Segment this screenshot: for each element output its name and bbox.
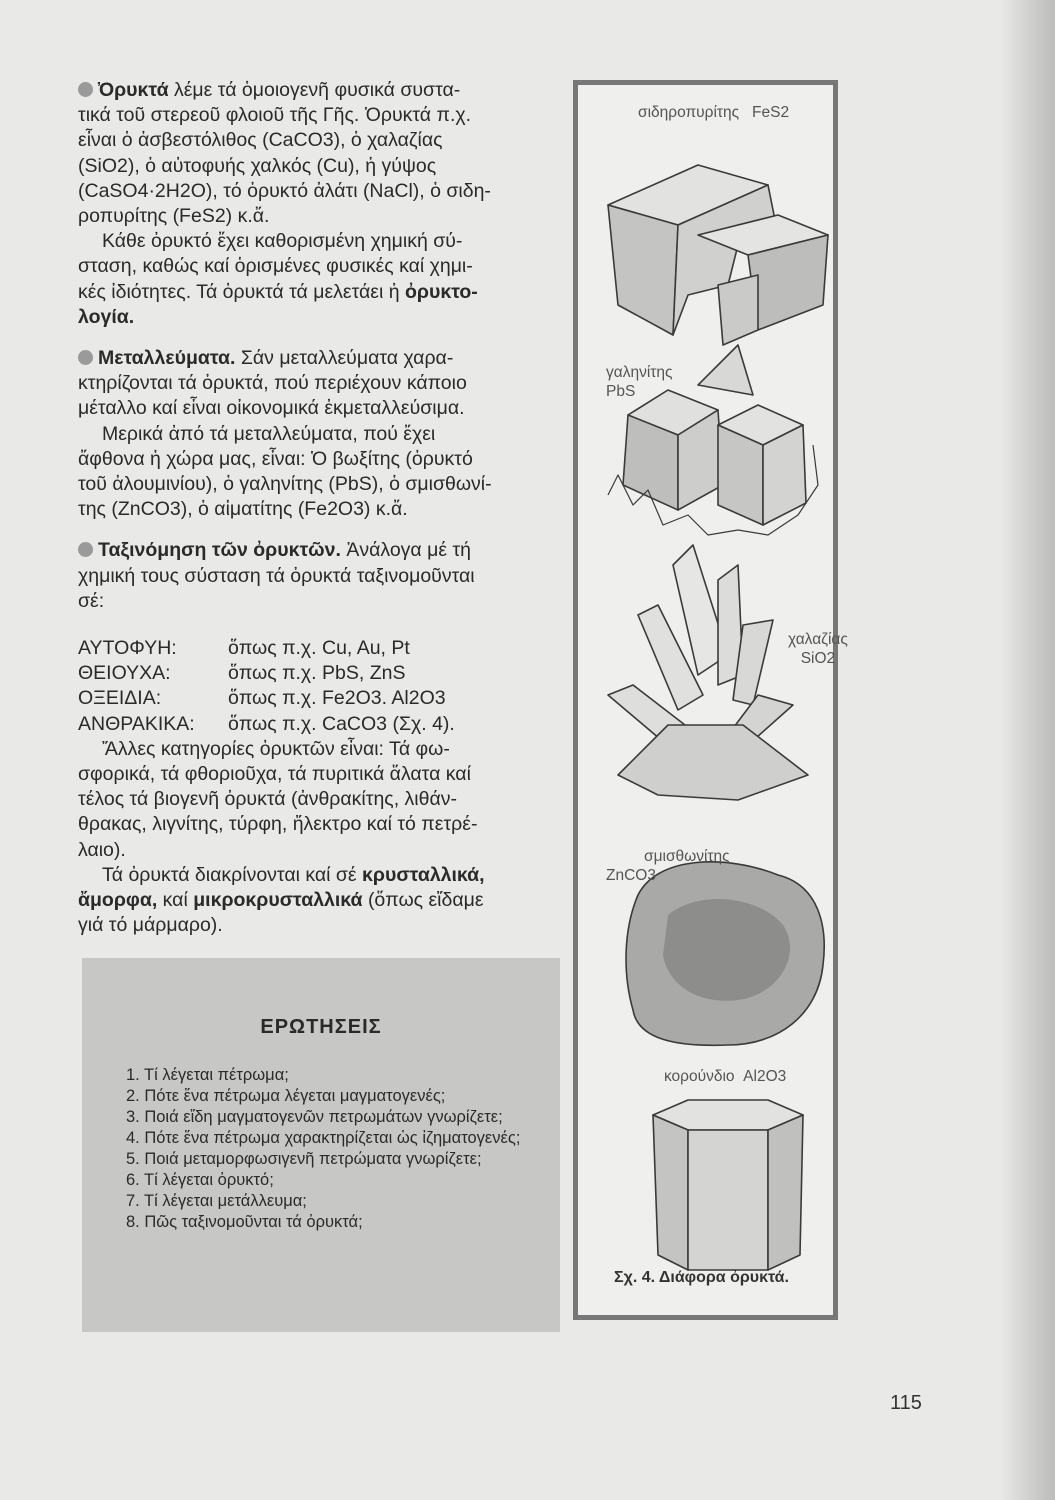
pyrite-label: σιδηροπυρίτης FeS2 — [638, 104, 790, 121]
bullet-icon — [78, 542, 93, 557]
minerals-figure — [573, 80, 848, 1320]
list-item: 2. Πότε ἕνα πέτρωμα λέγεται μαγματογενές; — [126, 1087, 446, 1105]
pyrite-crystal-icon — [608, 165, 828, 345]
list-item: ΟΞΕΙΔΙΑ: ὅπως π.χ. Fe2O3. Al2O3 — [78, 687, 446, 710]
corundum-label: κορούνδιο Al2O3 — [664, 1068, 787, 1085]
list-item: 3. Ποιά εἴδη μαγματογενῶν πετρωμάτων γνωρίζετε; — [126, 1108, 503, 1126]
list-item: 7. Τί λέγεται μετάλλευμα; — [126, 1192, 307, 1210]
figure-caption: Σχ. 4. Διάφορα ὀρυκτά. — [614, 1269, 789, 1286]
list-item: ΑΥΤΟΦΥΗ: ὅπως π.χ. Cu, Au, Pt — [78, 637, 410, 660]
other-categories-paragraph: Ἄλλες κατηγορίες ὀρυκτῶν εἶναι: Τά φω- σφορικά, τά φθοριοῦχα, τά πυριτικά ἅλατα καί τέλος τά βιογενῆ ὀρυκτά (ἀνθρακίτης, λιθάν- θρακας, λιγνίτης, τύρφη, ἤλεκτρο καί τό πετρέ- λαιο). — [78, 737, 478, 861]
main-text-column — [78, 78, 558, 939]
corundum-crystal-icon — [653, 1100, 803, 1270]
minerals-paragraph: Ὀρυκτά λέμε τά ὁμοιογενῆ φυσικά συστα- τικά τοῦ στερεοῦ φλοιοῦ τῆς Γῆς. Ὀρυκτά π.χ. εἶναι ὁ ἀσβεστόλιθος (CaCO3), ὁ χαλαζίας (SiO2), ὁ αὐτοφυής χαλκός (Cu), ἡ γύψος (CaSO4·2H2O), τό ὀρυκτό ἀλάτι (NaCl), ὁ σιδη- ροπυρίτης (FeS2) κ.ἄ. — [78, 79, 491, 228]
list-item: 8. Πῶς ταξινομοῦνται τά ὀρυκτά; — [126, 1213, 363, 1231]
list-item: ΘΕΙΟΥΧΑ: ὅπως π.χ. PbS, ZnS — [78, 662, 406, 685]
minerals-illustration — [578, 85, 833, 1315]
list-item: 1. Τί λέγεται πέτρωμα; — [126, 1066, 289, 1084]
page-edge-shadow — [1000, 0, 1055, 1500]
bullet-icon — [78, 350, 93, 365]
crystal-kinds-paragraph: Τά ὀρυκτά διακρίνονται καί σέ κρυσταλλικά, ἄμορφα, καί μικροκρυσταλλικά (ὅπως εἴδαμε γιά τό μάρμαρο). — [78, 863, 485, 937]
galena-label: γαληνίτης PbS — [606, 364, 673, 400]
classification-paragraph: Ταξινόμηση τῶν ὀρυκτῶν. Ἀνάλογα μέ τή χημική τους σύσταση τά ὀρυκτά ταξινομοῦνται σέ: — [78, 539, 475, 612]
questions-box — [82, 958, 560, 1332]
smithsonite-label: σμισθωνίτης ZnCO3 — [606, 848, 730, 884]
mineral-types-list — [78, 636, 558, 737]
classification-heading: Ταξινόμηση τῶν ὀρυκτῶν. — [98, 539, 341, 562]
questions-list — [82, 1065, 560, 1233]
ores-paragraph: Μεταλλεύματα. Σάν μεταλλεύματα χαρα- κτηρίζονται τά ὀρυκτά, πού περιέχουν κάποιο μέταλλο καί εἶναι οἰκονομικά ἐκμεταλλεύσιμα. — [78, 347, 467, 420]
list-item: 5. Ποιά μεταμορφωσιγενῆ πετρώματα γνωρίζετε; — [126, 1150, 482, 1168]
mineralogy-term: ὀρυκτο- — [405, 280, 478, 303]
minerals-heading: Ὀρυκτά — [98, 79, 169, 101]
list-item: ΑΝΘΡΑΚΙΚΑ: ὅπως π.χ. CaCO3 (Σχ. 4). — [78, 712, 455, 735]
bullet-icon — [78, 82, 93, 97]
smithsonite-rock-icon — [626, 862, 824, 1045]
quartz-crystal-icon — [608, 545, 808, 800]
ores-paragraph-2: Μερικά ἀπό τά μεταλλεύματα, πού ἔχει ἄφθονα ἡ χώρα μας, εἶναι: Ὁ βωξίτης (ὀρυκτό τοῦ ἀλουμινίου), ὁ γαληνίτης (PbS), ὁ σμισθωνί- της (ZnCO3), ὁ αἱματίτης (Fe2O3) κ.ἄ. — [78, 422, 492, 521]
quartz-label: χαλαζίας SiO2 — [788, 631, 848, 667]
questions-title: ΕΡΩΤΗΣΕΙΣ — [260, 1016, 382, 1038]
list-item: 6. Τί λέγεται ὀρυκτό; — [126, 1171, 274, 1189]
page-number: 115 — [890, 1392, 922, 1414]
minerals-paragraph-2: Κάθε ὀρυκτό ἔχει καθορισμένη χημική σύ- σταση, καθώς καί ὁρισμένες φυσικές καί χημι- κές ἰδιότητες. Τά ὀρυκτά τά μελετάει ἡ ὀρυκτο- λογία. — [78, 230, 478, 328]
ores-heading: Μεταλλεύματα. — [98, 347, 236, 370]
list-item: 4. Πότε ἕνα πέτρωμα χαρακτηρίζεται ὡς ἰζηματογενές; — [126, 1129, 521, 1147]
